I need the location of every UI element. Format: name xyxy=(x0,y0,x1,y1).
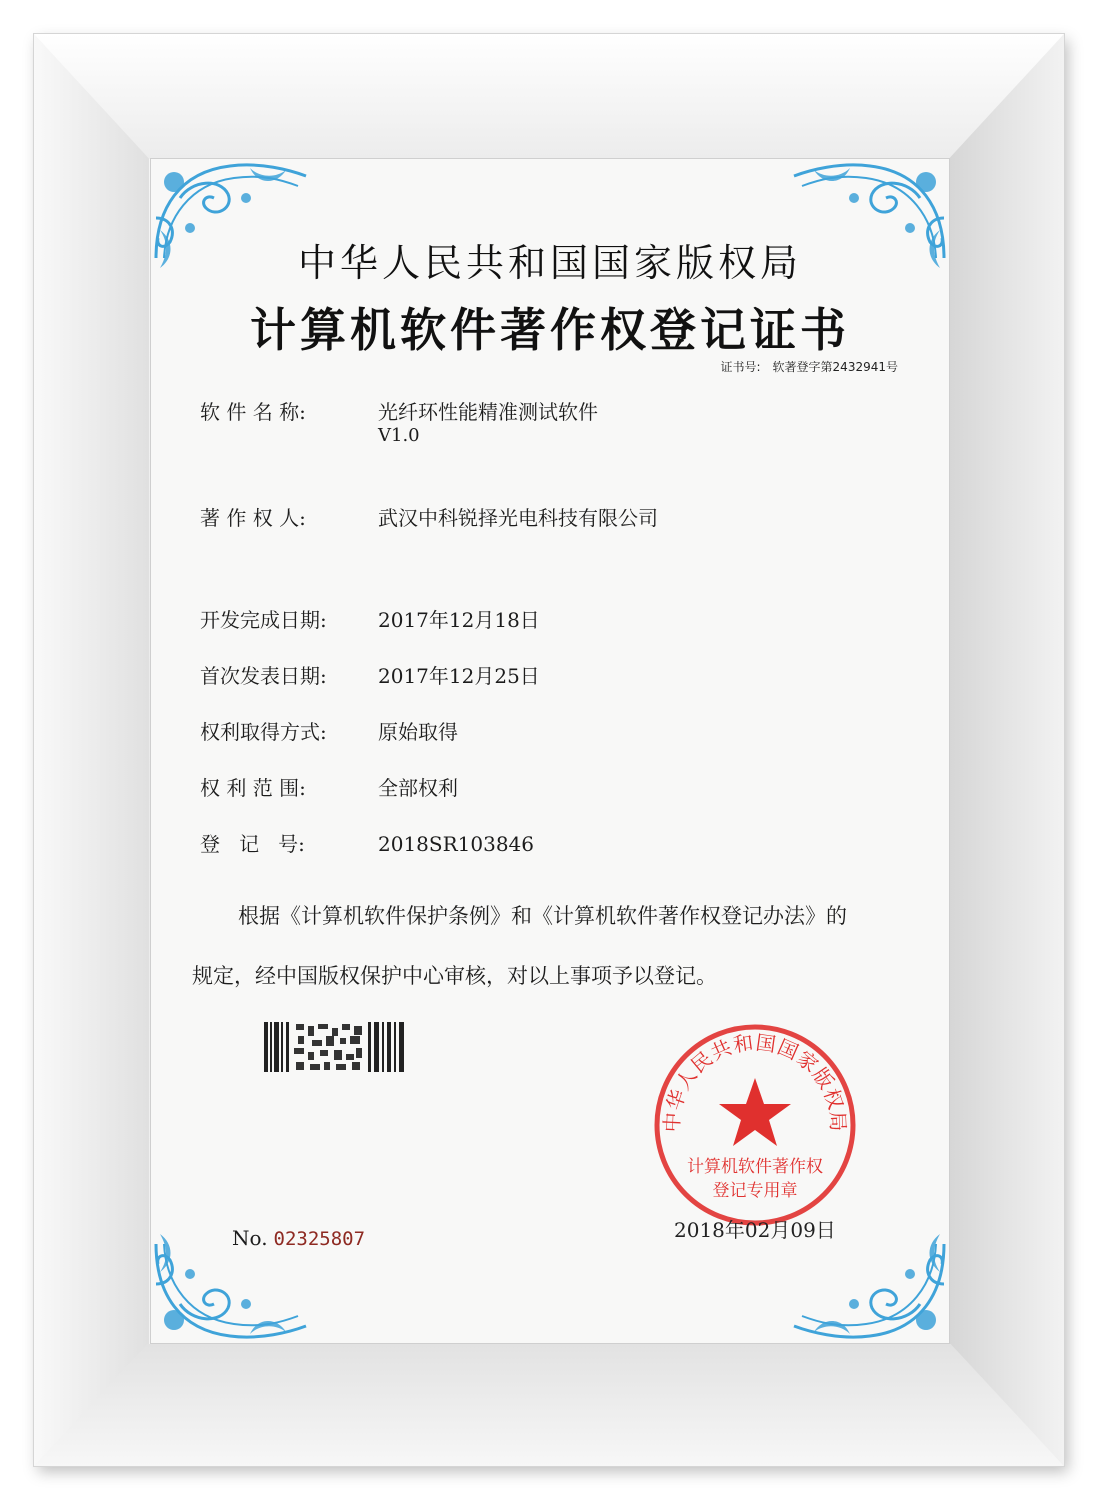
field-label: 开发完成日期: xyxy=(200,608,327,632)
field-rights-scope xyxy=(200,772,458,801)
issue-date: 2018年02月09日 xyxy=(674,1218,836,1242)
field-value: 全部权利 xyxy=(378,776,458,800)
statement-line-2: 规定，经中国版权保护中心审核，对以上事项予以登记。 xyxy=(192,964,717,988)
frame-bevel-right xyxy=(949,34,1064,1466)
field-label: 著 作 权 人: xyxy=(200,506,306,530)
official-seal xyxy=(650,1020,860,1230)
field-registration-number xyxy=(200,828,534,857)
serial-label: No. xyxy=(232,1226,268,1250)
certificate-title: 计算机软件著作权登记证书 xyxy=(250,303,850,357)
certificate-paper xyxy=(150,158,950,1344)
field-value-version: V1.0 xyxy=(378,425,420,446)
field-value: 原始取得 xyxy=(378,720,458,744)
frame-bevel-bottom xyxy=(34,1344,1064,1466)
seal-outer-text: 中华人民共和国国家版权局 xyxy=(659,1030,851,1133)
corner-ornament-bottom-right xyxy=(790,1234,950,1344)
serial-value: 02325807 xyxy=(273,1228,366,1250)
statement-line-1: 根据《计算机软件保护条例》和《计算机软件著作权登记办法》的 xyxy=(238,904,847,928)
field-value: 光纤环性能精准测试软件 xyxy=(378,400,598,424)
field-acquisition-method xyxy=(200,716,458,745)
field-copyright-owner xyxy=(200,502,658,531)
field-label: 首次发表日期: xyxy=(200,664,327,688)
field-value: 2018SR103846 xyxy=(378,832,535,856)
field-software-name xyxy=(200,396,598,446)
barcode-2d xyxy=(264,1022,406,1072)
corner-ornament-bottom-left xyxy=(150,1234,310,1344)
field-publish-date xyxy=(200,660,540,689)
seal-inner-line-1: 计算机软件著作权 xyxy=(687,1157,823,1177)
field-value: 2017年12月18日 xyxy=(378,608,540,632)
field-label: 登 记 号: xyxy=(200,832,305,856)
certificate-number-value: 软著登字第2432941号 xyxy=(772,360,898,374)
frame-bevel-left xyxy=(34,34,149,1466)
field-label: 权利取得方式: xyxy=(200,720,327,744)
seal-inner-line-2: 登记专用章 xyxy=(712,1181,798,1201)
serial-number xyxy=(232,1226,365,1250)
field-development-date xyxy=(200,604,540,633)
certificate-number xyxy=(709,358,899,375)
field-label: 软 件 名 称: xyxy=(200,400,306,424)
field-value: 武汉中科锐择光电科技有限公司 xyxy=(378,506,658,530)
statement-paragraph xyxy=(192,886,950,1006)
frame-bevel-top xyxy=(34,34,1064,159)
field-label: 权 利 范 围: xyxy=(200,776,306,800)
seal-star-icon xyxy=(719,1078,791,1146)
certificate-number-label: 证书号: xyxy=(720,360,761,374)
issuer-title: 中华人民共和国国家版权局 xyxy=(297,241,802,285)
field-value: 2017年12月25日 xyxy=(378,664,540,688)
